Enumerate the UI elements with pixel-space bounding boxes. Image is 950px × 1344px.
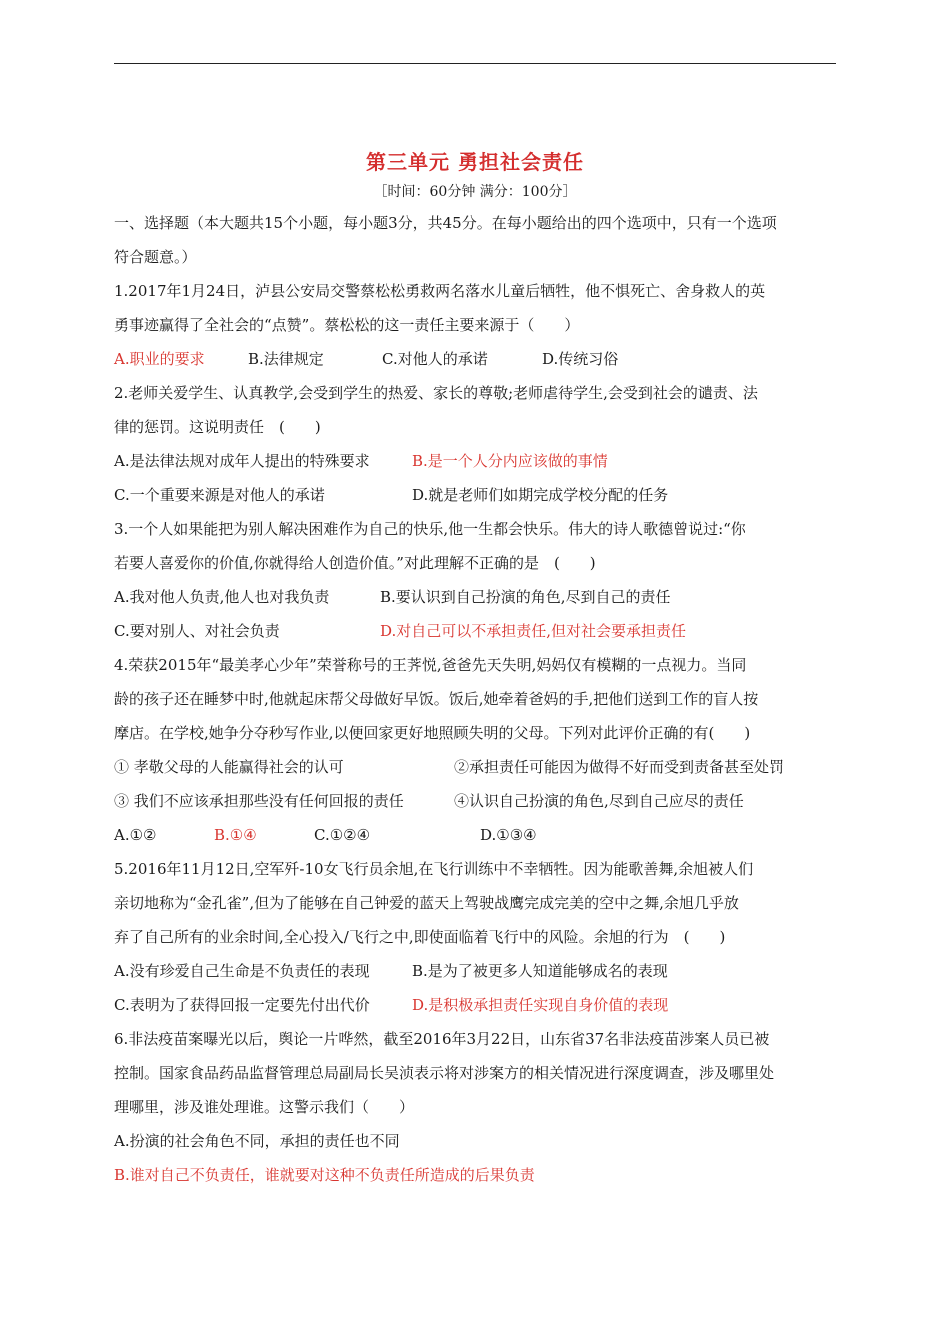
option-answer: B.是一个人分内应该做的事情	[412, 452, 608, 470]
option: C.一个重要来源是对他人的承诺	[114, 486, 325, 504]
option: B.要认识到自己扮演的角色,尽到自己的责任	[380, 588, 671, 606]
statement: ④认识自己扮演的角色,尽到自己应尽的责任	[454, 792, 744, 810]
question-list	[114, 206, 838, 1192]
question-stem: 勇事迹赢得了全社会的“点赞”。蔡松松的这一责任主要来源于（ ）	[114, 316, 580, 334]
option: A.没有珍爱自己生命是不负责任的表现	[114, 962, 370, 980]
statement-row	[114, 784, 838, 818]
option-answer: B.①④	[214, 826, 257, 844]
statement: ③ 我们不应该承担那些没有任何回报的责任	[114, 792, 404, 810]
option-row	[114, 342, 838, 376]
option-row	[114, 954, 838, 988]
question-stem: 5.2016年11月12日,空军歼-10女飞行员余旭,在飞行训练中不幸牺牲。因为能歌善舞,余旭被人们	[114, 860, 754, 878]
option-row	[114, 444, 838, 478]
option-row	[114, 818, 838, 852]
exam-info: ［时间：60分钟 满分：100分］	[373, 184, 577, 200]
statement: ②承担责任可能因为做得不好而受到责备甚至处罚	[454, 758, 785, 776]
page-title: 第三单元 勇担社会责任	[366, 150, 584, 174]
option: C.对他人的承诺	[382, 350, 488, 368]
question-stem: 龄的孩子还在睡梦中时,他就起床帮父母做好早饭。饭后,她牵着爸妈的手,把他们送到工作的盲人按	[114, 690, 759, 708]
option: B.法律规定	[248, 350, 324, 368]
option-row	[114, 580, 838, 614]
question-stem: 6.非法疫苗案曝光以后，舆论一片哗然，截至2016年3月22日，山东省37名非法疫苗涉案人员已被	[114, 1030, 770, 1048]
option: C.①②④	[314, 826, 371, 844]
header-rule	[114, 63, 836, 64]
question-stem: 2.老师关爱学生、认真教学,会受到学生的热爱、家长的尊敬;老师虐待学生,会受到社会的谴责、法	[114, 384, 758, 402]
option: A.①②	[114, 826, 157, 844]
section-heading-cont: 符合题意。）	[114, 248, 197, 266]
section-heading: 一、选择题（本大题共15个小题，每小题3分，共45分。在每小题给出的四个选项中，只有一个选项	[114, 214, 777, 232]
option: A.扮演的社会角色不同，承担的责任也不同	[114, 1132, 400, 1150]
option: D.①③④	[480, 826, 537, 844]
question-stem: 3.一个人如果能把为别人解决困难作为自己的快乐,他一生都会快乐。伟大的诗人歌德曾说过:“你	[114, 520, 746, 538]
option-row	[114, 478, 838, 512]
question-stem: 1.2017年1月24日，泸县公安局交警蔡松松勇救两名落水儿童后牺牲，他不惧死亡、舍身救人的英	[114, 282, 766, 300]
option: A.我对他人负责,他人也对我负责	[114, 588, 330, 606]
question-stem: 若要人喜爱你的价值,你就得给人创造价值。”对此理解不正确的是 ( )	[114, 554, 596, 572]
option-answer: B.谁对自己不负责任，谁就要对这种不负责任所造成的后果负责	[114, 1166, 535, 1184]
option: B.是为了被更多人知道能够成名的表现	[412, 962, 668, 980]
option: D.传统习俗	[542, 350, 619, 368]
option-answer: D.是积极承担责任实现自身价值的表现	[412, 996, 669, 1014]
option: C.表明为了获得回报一定要先付出代价	[114, 996, 370, 1014]
question-stem: 4.荣获2015年“最美孝心少年”荣誉称号的王荠悦,爸爸先天失明,妈妈仅有模糊的一点视力。当同	[114, 656, 747, 674]
statement: ① 孝敬父母的人能赢得社会的认可	[114, 758, 344, 776]
question-stem: 摩店。在学校,她争分夺秒写作业,以便回家更好地照顾失明的父母。下列对此评价正确的有( )	[114, 724, 751, 742]
option-row	[114, 614, 838, 648]
option: A.是法律法规对成年人提出的特殊要求	[114, 452, 370, 470]
option: D.就是老师们如期完成学校分配的任务	[412, 486, 669, 504]
question-stem: 控制。国家食品药品监督管理总局副局长吴浈表示将对涉案方的相关情况进行深度调查，涉及哪里处	[114, 1064, 775, 1082]
question-stem: 弃了自己所有的业余时间,全心投入/飞行之中,即使面临着飞行中的风险。余旭的行为 ( )	[114, 928, 726, 946]
question-stem: 律的惩罚。这说明责任 ( )	[114, 418, 321, 436]
question-stem: 亲切地称为“金孔雀”,但为了能够在自己钟爱的蓝天上驾驶战鹰完成完美的空中之舞,余旭几乎放	[114, 894, 739, 912]
option-answer: A.职业的要求	[114, 350, 205, 368]
option-row	[114, 988, 838, 1022]
question-stem: 理哪里，涉及谁处理谁。这警示我们（ ）	[114, 1098, 415, 1116]
option-answer: D.对自己可以不承担责任,但对社会要承担责任	[380, 622, 687, 640]
option: C.要对别人、对社会负责	[114, 622, 280, 640]
statement-row	[114, 750, 838, 784]
